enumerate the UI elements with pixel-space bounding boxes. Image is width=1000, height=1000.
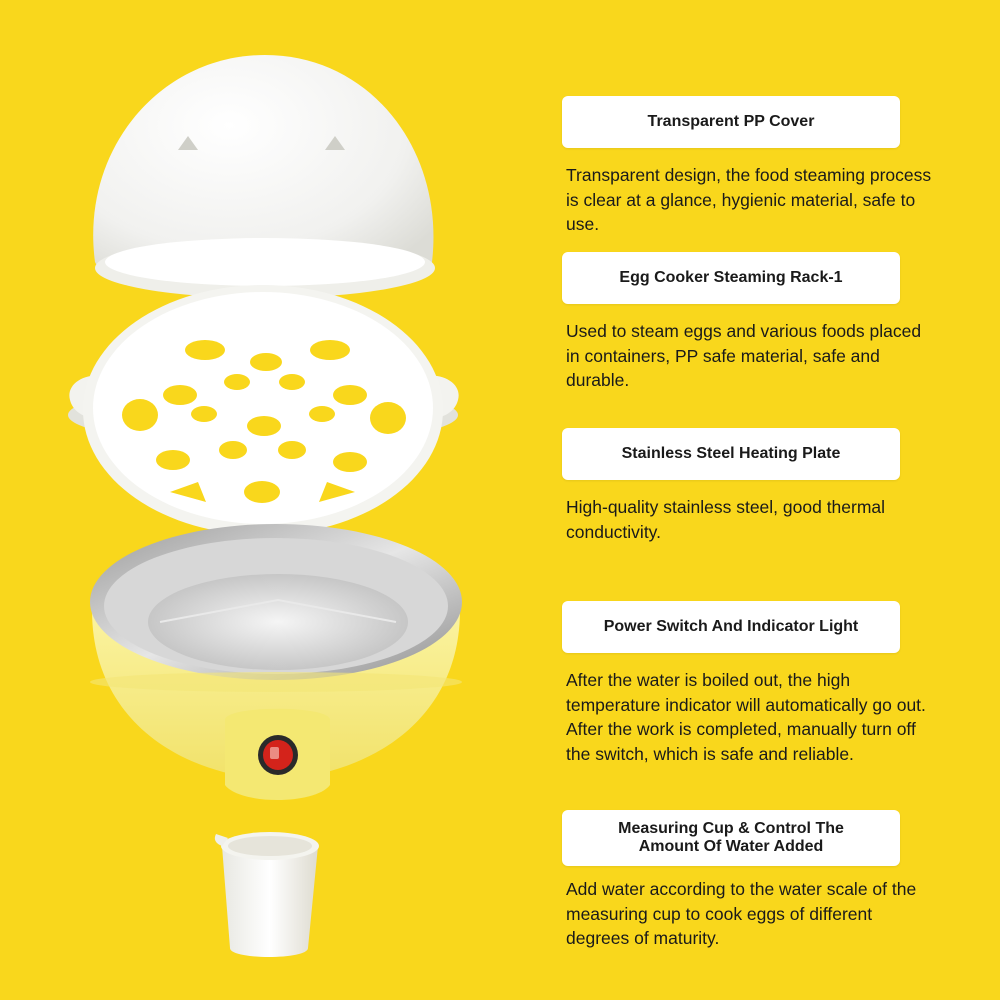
- feature-description-transparent-cover: Transparent design, the food steaming process is clear at a glance, hygienic material, safe to use.: [566, 165, 932, 234]
- measuring-cup-icon: [215, 832, 319, 957]
- feature-description-power-switch: After the water is boiled out, the high temperature indicator will automatically go out. After the work is completed, manually turn off the switch, which is safe and reliable.: [566, 670, 926, 764]
- feature-title-transparent-cover: Transparent PP Cover: [562, 96, 900, 148]
- feature-title-heating-plate: Stainless Steel Heating Plate: [562, 428, 900, 480]
- steaming-rack-icon: [68, 285, 459, 535]
- feature-title-measuring-cup-line2: Amount Of Water Added: [638, 838, 824, 855]
- feature-title-measuring-cup: [562, 810, 900, 866]
- feature-title-measuring-cup-line1: Measuring Cup & Control The: [618, 820, 844, 837]
- feature-description-heating-plate: High-quality stainless steel, good thermal conductivity.: [566, 497, 886, 542]
- power-switch-icon: [225, 709, 330, 800]
- feature-description-steaming-rack: Used to steam eggs and various foods placed in containers, PP safe material, safe and durable.: [566, 321, 922, 390]
- feature-title-power-switch: Power Switch And Indicator Light: [562, 601, 900, 653]
- feature-description-measuring-cup: Add water according to the water scale of the measuring cup to cook eggs of different degrees of maturity.: [566, 879, 917, 948]
- feature-title-steaming-rack: Egg Cooker Steaming Rack-1: [562, 252, 900, 304]
- transparent-cover-icon: [93, 55, 435, 298]
